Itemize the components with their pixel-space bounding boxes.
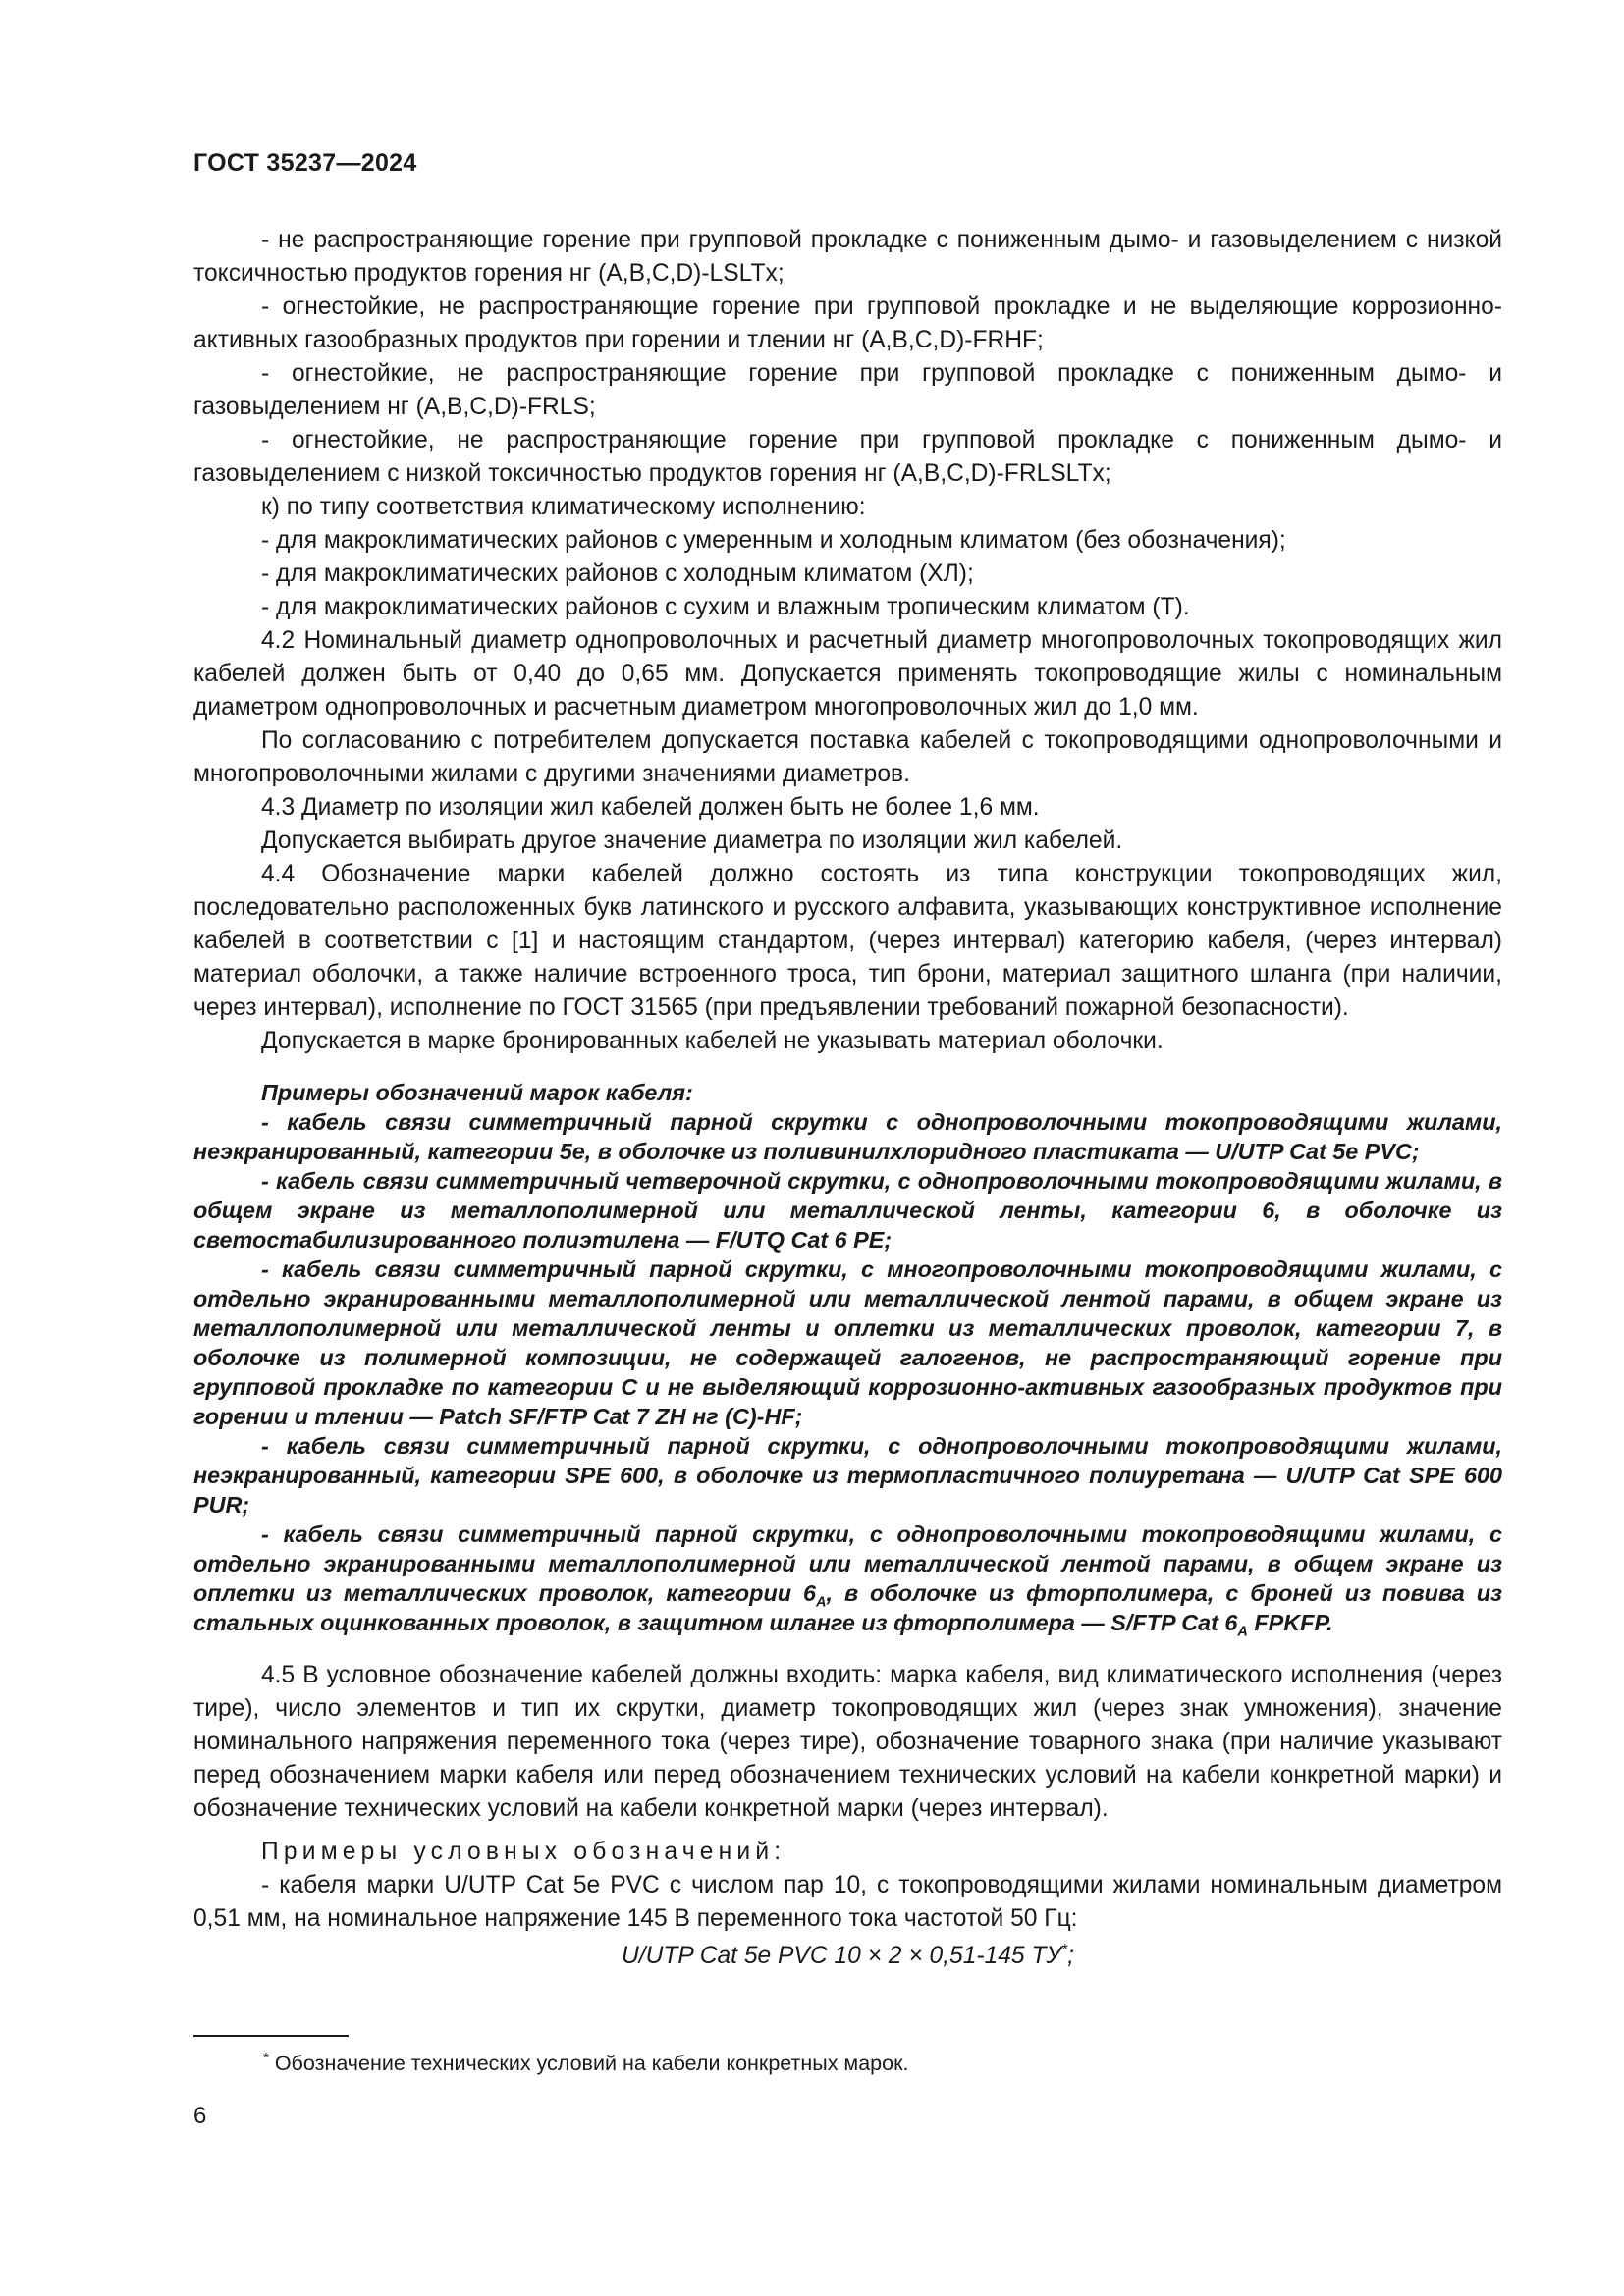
examples-heading: Примеры обозначений марок кабеля: [261, 1080, 693, 1105]
page-number: 6 [193, 2103, 207, 2129]
paragraph: - огнестойкие, не распространяющие горение при групповой прокладке и не выделяющие коррозионно-активных газообразных продуктов при горении и тлении нг (A,B,C,D)-FRHF; [193, 294, 1502, 353]
clause-4-5: 4.5 В условное обозначение кабелей должны входить: марка кабеля, вид климатического исполнения (через тире), число элементов и тип их скрутки, диаметр токопроводящих жил (через знак умножения), значение номинального напряжения переменного тока (через тире), обозначение товарного знака (при наличие указывают перед обозначением марки кабеля или перед обозначением технических условий на кабели конкретной марки) и обозначение технических условий на кабели конкретной марки (через интервал). [193, 1662, 1502, 1822]
footnote-divider [193, 2035, 349, 2037]
example-item [193, 1520, 1502, 1640]
clause-4-2: 4.2 Номинальный диаметр однопроволочных и расчетный диаметр многопроволочных токопроводящих жил кабелей должен быть от 0,40 до 0,65 мм. Допускается применять токопроводящие жилы с номинальным диаметром однопроволочных и расчетным диаметром многопроволочных жил до 1,0 мм. [193, 627, 1502, 721]
paragraph: - не распространяющие горение при групповой прокладке с пониженным дымо- и газовыделением с низкой токсичностью продуктов горения нг (A,B,C,D)-LSLTx; [193, 227, 1502, 287]
footnote-mark: * [263, 2049, 269, 2066]
examples-block [193, 1078, 1502, 1640]
example-item: - кабель связи симметричный парной скрутки с однопроволочными токопроводящими жилами, неэкранированный, категории 5е, в оболочке из поливинилхлоридного пластиката — U/UTP Cat 5e PVC; [193, 1109, 1502, 1164]
paragraph: - огнестойкие, не распространяющие горение при групповой прокладке с пониженным дымо- и газовыделением нг (A,B,C,D)-FRLS; [193, 360, 1502, 420]
examples-subheading: Примеры условных обозначений: [261, 1839, 786, 1865]
example-item: - кабель связи симметричный четверочной скрутки, с однопроволочными токопроводящими жилами, в общем экране из металлополимерной или металлической ленты, категории 6, в оболочке из светостабилизированного полиэтилена — F/UTQ Cat 6 PE; [193, 1168, 1502, 1253]
paragraph: - для макроклиматических районов с холодным климатом (ХЛ); [261, 561, 974, 587]
example-item: - кабель связи симметричный парной скрутки, с многопроволочными токопроводящими жилами, с отдельно экранированными металлополимерной или металлической лентой парами, в общем экране из металлополимерной или металлической ленты и оплетки из металлических проволок, категории 7, в оболочке из полимерной композиции, не содержащей галогенов, не распространяющий горение при групповой прокладке по категории С и не выделяющий коррозионно-активных газообразных продуктов при горении и тлении — Patch SF/FTP Cat 7 ZH нг (С)-HF; [193, 1256, 1502, 1429]
paragraph: - для макроклиматических районов с сухим и влажным тропическим климатом (Т). [261, 594, 1190, 620]
example-text: FPKFP. [1247, 1610, 1333, 1635]
paragraph: Допускается в марке бронированных кабелей не указывать материал оболочки. [261, 1028, 1164, 1054]
subscript: A [816, 1594, 827, 1611]
paragraph: Допускается выбирать другое значение диаметра по изоляции жил кабелей. [261, 828, 1123, 854]
page-body [193, 224, 1502, 1973]
formula-end: ; [1067, 1943, 1074, 1969]
paragraph: - для макроклиматических районов с умеренным и холодным климатом (без обозначения); [261, 527, 1286, 554]
clause-4-4: 4.4 Обозначение марки кабелей должно состоять из типа конструкции токопроводящих жил, последовательно расположенных букв латинского и русского алфавита, указывающих конструктивное исполнение кабелей в соответствии с [1] и настоящим стандартом, (через интервал) категорию кабеля, (через интервал) материал оболочки, а также наличие встроенного троса, тип брони, материал защитного шланга (при наличии, через интервал), исполнение по ГОСТ 31565 (при предъявлении требований пожарной безопасности). [193, 861, 1502, 1021]
footnote-text: Обозначение технических условий на кабели конкретных марок. [268, 2052, 909, 2075]
example-text: , в оболочке из фторполимера, с броней из повива из стальных оцинкованных проволок, в защитном шланге из фторполимера — S/FTP Cat 6 [193, 1580, 1502, 1635]
paragraph: По согласованию с потребителем допускается поставка кабелей с токопроводящими однопроволочными и многопроволочными жилами с другими значениями диаметров. [193, 727, 1502, 787]
subscript: A [1237, 1624, 1248, 1640]
footnote-mark: * [1061, 1941, 1068, 1958]
designation-formula [193, 1940, 1502, 1973]
paragraph: к) по типу соответствия климатическому исполнению: [261, 494, 866, 520]
paragraph: - кабеля марки U/UTP Cat 5e PVC с числом пар 10, с токопроводящими жилами номинальным диаметром 0,51 мм, на номинальное напряжение 145 В переменного тока частотой 50 Гц: [193, 1872, 1502, 1932]
document-header: ГОСТ 35237—2024 [193, 149, 417, 177]
example-item: - кабель связи симметричный парной скрутки, с однопроволочными токопроводящими жилами, неэкранированный, категории SPE 600, в оболочке из термопластичного полиуретана — U/UTP Cat SPE 600 PUR; [193, 1433, 1502, 1518]
footnote [263, 2050, 908, 2077]
paragraph: - огнестойкие, не распространяющие горение при групповой прокладке с пониженным дымо- и газовыделением с низкой токсичностью продуктов горения нг (A,B,C,D)-FRLSLTx; [193, 427, 1502, 487]
clause-4-3: 4.3 Диаметр по изоляции жил кабелей должен быть не более 1,6 мм. [261, 794, 1040, 821]
example-text: - кабель связи симметричный парной скрутки, с однопроволочными токопроводящими жилами, с отдельно экранированными металлополимерной или металлической лентой парами, в общем экране из оплетки из металлических проволок, категории 6 [193, 1522, 1502, 1606]
formula-text: U/UTP Cat 5e PVC 10 × 2 × 0,51-145 ТУ [622, 1943, 1062, 1969]
